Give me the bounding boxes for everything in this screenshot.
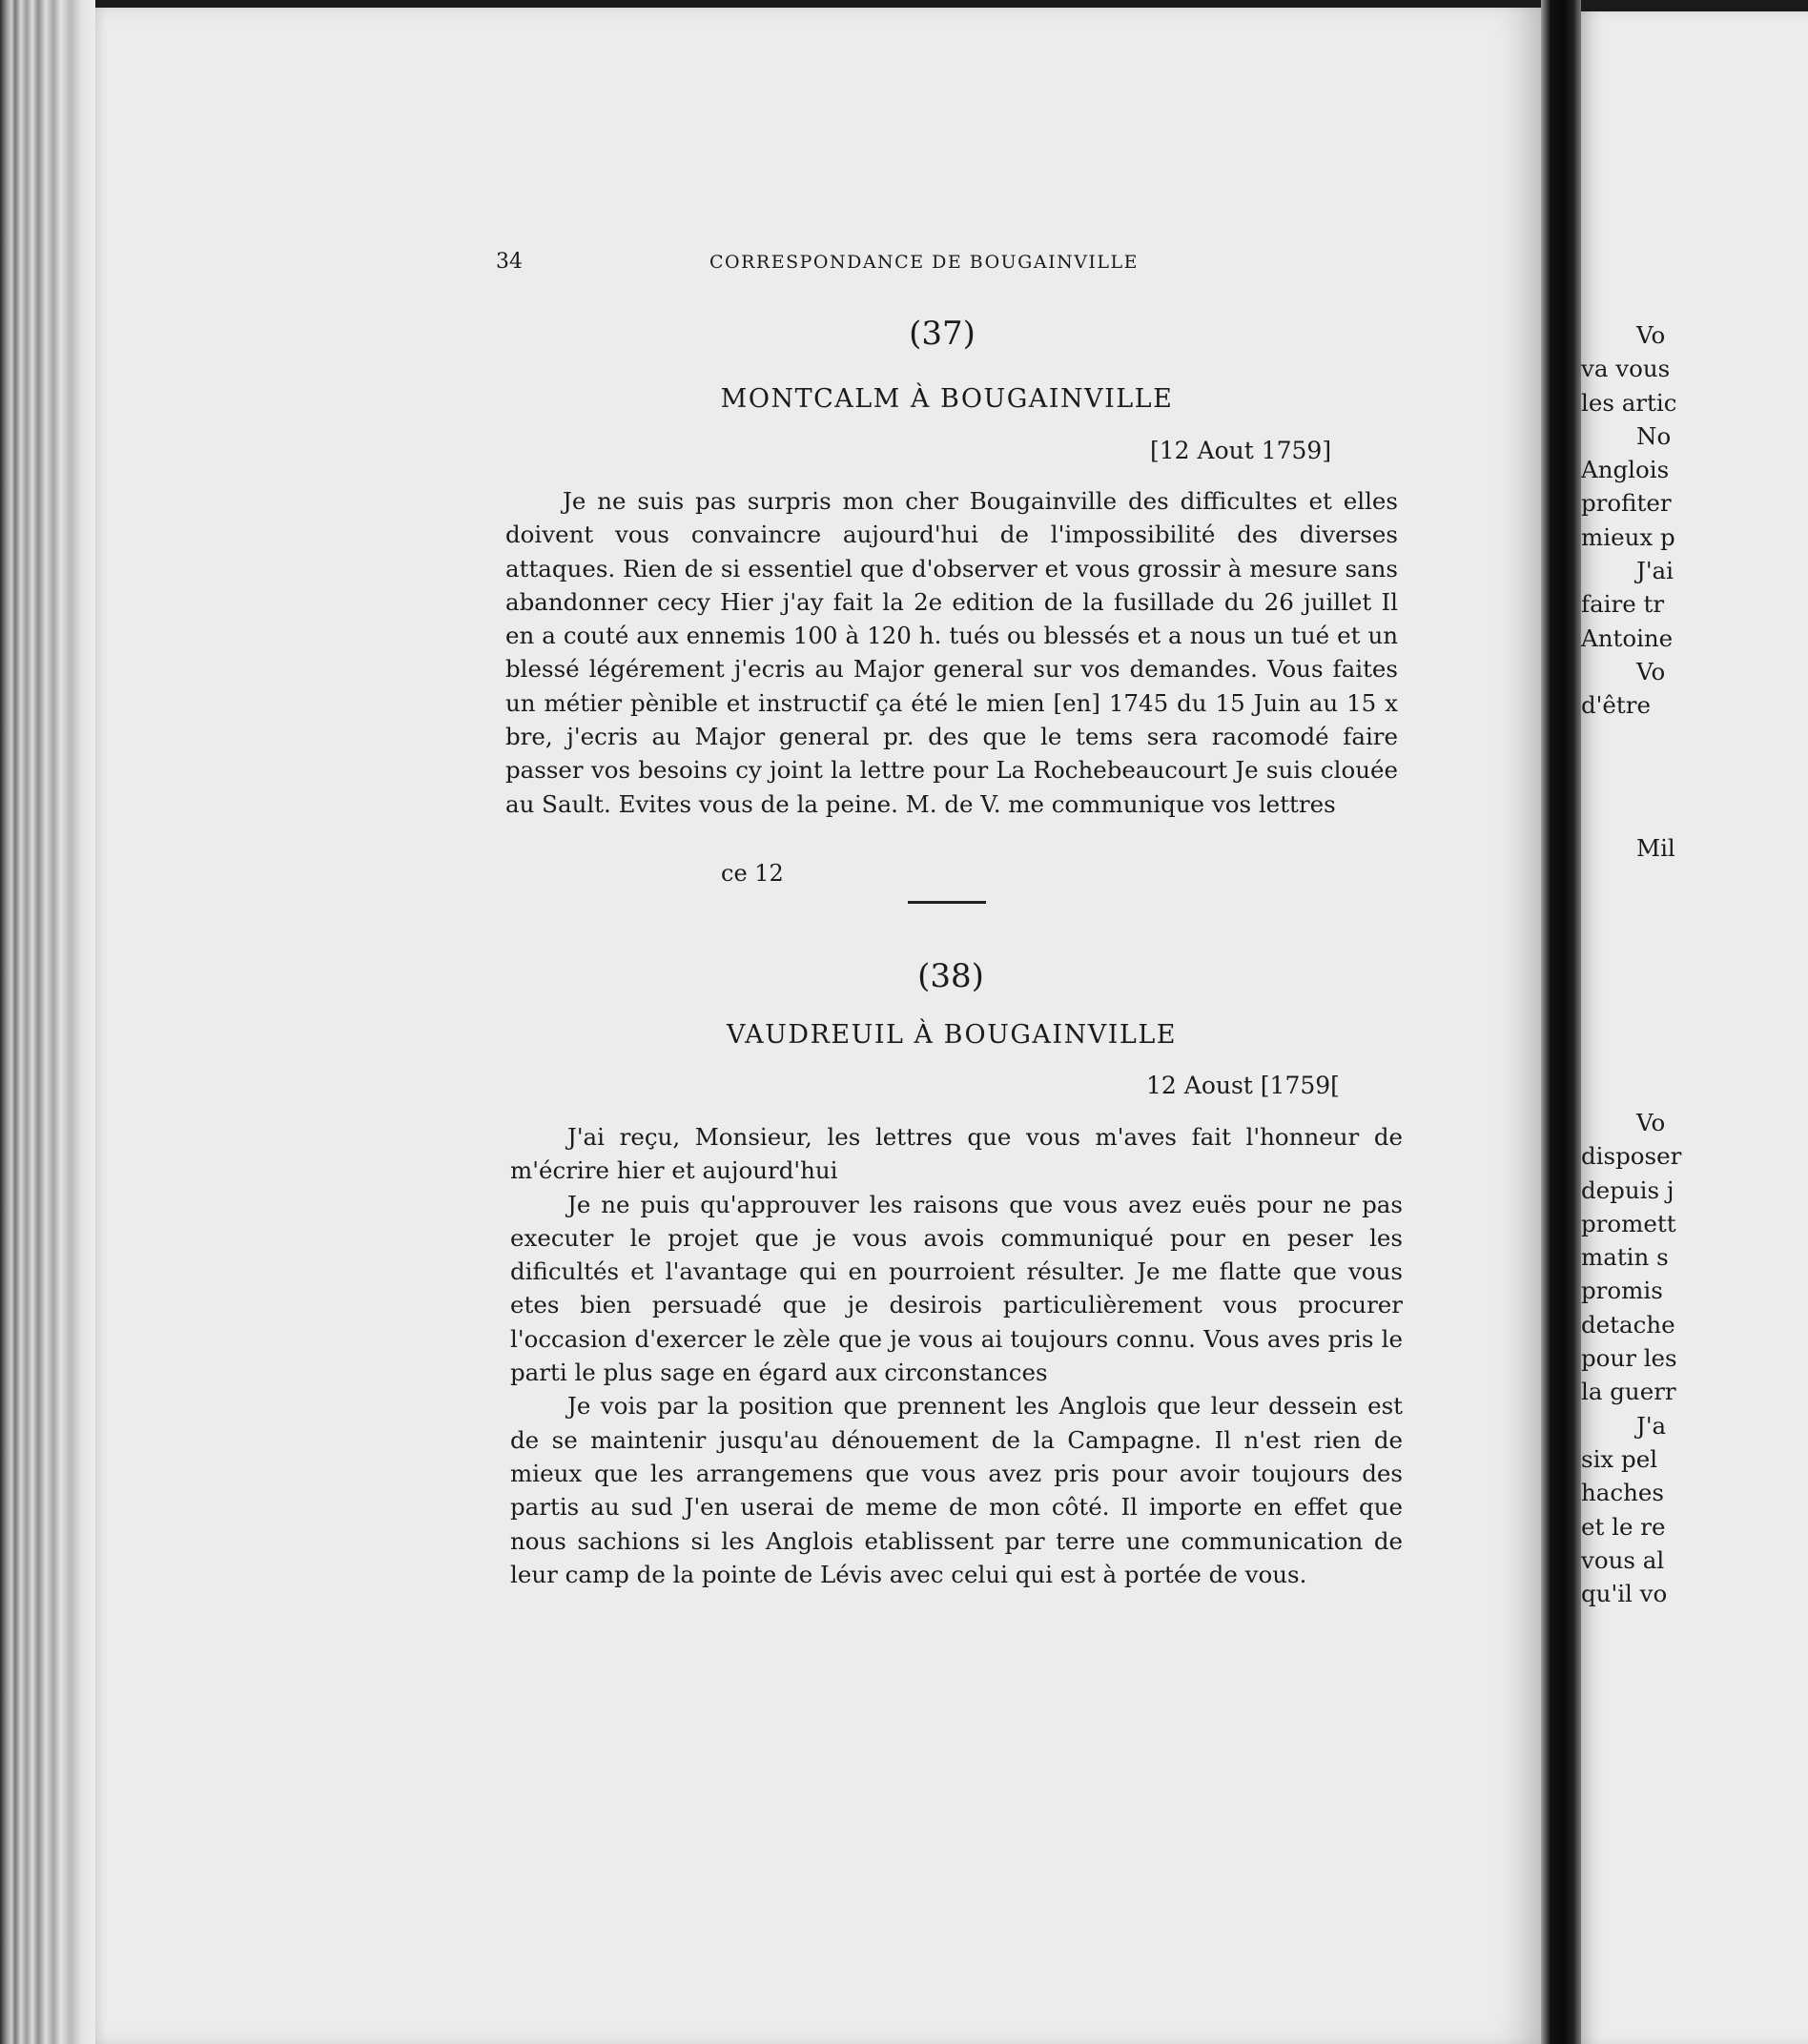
letter-38-date: 12 Aoust [1759[ xyxy=(1146,1072,1340,1099)
letter-37-signoff: ce 12 xyxy=(721,860,784,887)
right-line: et le re xyxy=(1581,1512,1666,1541)
right-line: Vo xyxy=(1636,1109,1666,1136)
right-line: mieux p xyxy=(1581,522,1675,551)
right-line: Antoine xyxy=(1581,623,1674,652)
book-fore-edge xyxy=(0,0,95,2044)
right-page-block-1 xyxy=(1581,318,1808,723)
right-line: promis xyxy=(1581,1277,1663,1305)
right-line: Vo xyxy=(1636,657,1666,685)
letter-37-date: [12 Aout 1759] xyxy=(1150,437,1332,464)
right-line: promett xyxy=(1581,1209,1676,1237)
right-line: detache xyxy=(1581,1310,1675,1339)
right-line: va vous xyxy=(1581,355,1671,383)
right-line: J'a xyxy=(1636,1411,1667,1440)
right-page-block-3 xyxy=(1581,1106,1808,1610)
right-line: depuis j xyxy=(1581,1175,1674,1204)
right-line: profiter xyxy=(1581,489,1672,518)
right-line: Anglois xyxy=(1581,456,1670,484)
right-line: Vo xyxy=(1636,321,1666,349)
book-gutter xyxy=(1541,0,1581,2044)
right-line: d'être xyxy=(1581,691,1651,720)
letter-37-paragraph: Je ne suis pas surpris mon cher Bougainville des difficultes et elles doivent vous convaincre aujourd'hui de l'impossibilité des diverses attaques. Rien de si essentiel que d'observer et vous grossir à mesure sans abandonner cecy Hier j'ay fait la 2e edition de la fusillade du 26 juillet Il en a couté aux ennemis 100 à 120 h. tués ou blessés et a nous un tué et un blessé légérement j'ecris au Major general sur vos demandes. Vous faites un métier pènible et instructif ça été le mien [en] 1745 du 15 Juin au 15 x bre, j'ecris au Major general pr. des que le tems sera racomodé faire passer vos besoins cy joint la lettre pour La Rochebeaucourt Je suis clouée au Sault. Evites vous de la peine. M. de V. me communique vos lettres xyxy=(505,487,1398,818)
letter-37-body xyxy=(505,484,1398,821)
letter-38-paragraph-3: Je vois par la position que prennent les Anglois que leur dessein est de se maintenir jusqu'au dénouement de la Campagne. Il n'est rien de mieux que les arrangemens que vous avez pris pour avoir toujours des partis au sud J'en userai de meme de mon côté. Il importe en effet que nous sachions si les Anglois etablissent par terre une communication de leur camp de la pointe de Lévis avec celui qui est à portée de vous. xyxy=(510,1392,1403,1588)
letter-38-paragraph-2: Je ne puis qu'approuver les raisons que vous avez euës pour ne pas executer le projet que je vous avois communiqué pour en peser les dificultés et l'avantage qui en pourroient résulter. Je me flatte que vous etes bien persuadé que je desirois particulièrement vous procurer l'occasion d'exercer le zèle que je vous ai toujours connu. Vous aves pris le parti le plus sage en égard aux circonstances xyxy=(510,1190,1403,1387)
right-line: haches xyxy=(1581,1479,1664,1507)
right-line: vous al xyxy=(1581,1545,1665,1574)
right-page xyxy=(1581,11,1808,2044)
letter-38-number: (38) xyxy=(917,957,984,995)
running-title: CORRESPONDANCE DE BOUGAINVILLE xyxy=(709,252,1140,273)
letter-37-heading: MONTCALM À BOUGAINVILLE xyxy=(720,384,1174,414)
right-line: pour les xyxy=(1581,1344,1677,1373)
running-head xyxy=(496,250,1182,288)
right-line: la guerr xyxy=(1581,1378,1676,1406)
right-page-block-2 xyxy=(1581,831,1808,865)
letter-38-body xyxy=(510,1120,1403,1591)
right-line: six pel xyxy=(1581,1444,1658,1473)
right-line: faire tr xyxy=(1581,590,1665,619)
right-line: J'ai xyxy=(1636,557,1674,585)
right-line: Mil xyxy=(1636,834,1675,862)
letter-37-number: (37) xyxy=(909,315,976,353)
letter-38-heading: VAUDREUIL À BOUGAINVILLE xyxy=(727,1020,1177,1050)
right-line: No xyxy=(1636,421,1672,450)
right-line: matin s xyxy=(1581,1243,1669,1272)
right-line: les artic xyxy=(1581,388,1677,417)
page-number: 34 xyxy=(496,250,523,274)
letter-38-paragraph-1: J'ai reçu, Monsieur, les lettres que vous m'aves fait l'honneur de m'écrire hier et aujourd'hui xyxy=(510,1123,1403,1185)
section-divider xyxy=(908,901,986,904)
right-line: disposer xyxy=(1581,1142,1682,1171)
right-line: qu'il vo xyxy=(1581,1580,1668,1608)
